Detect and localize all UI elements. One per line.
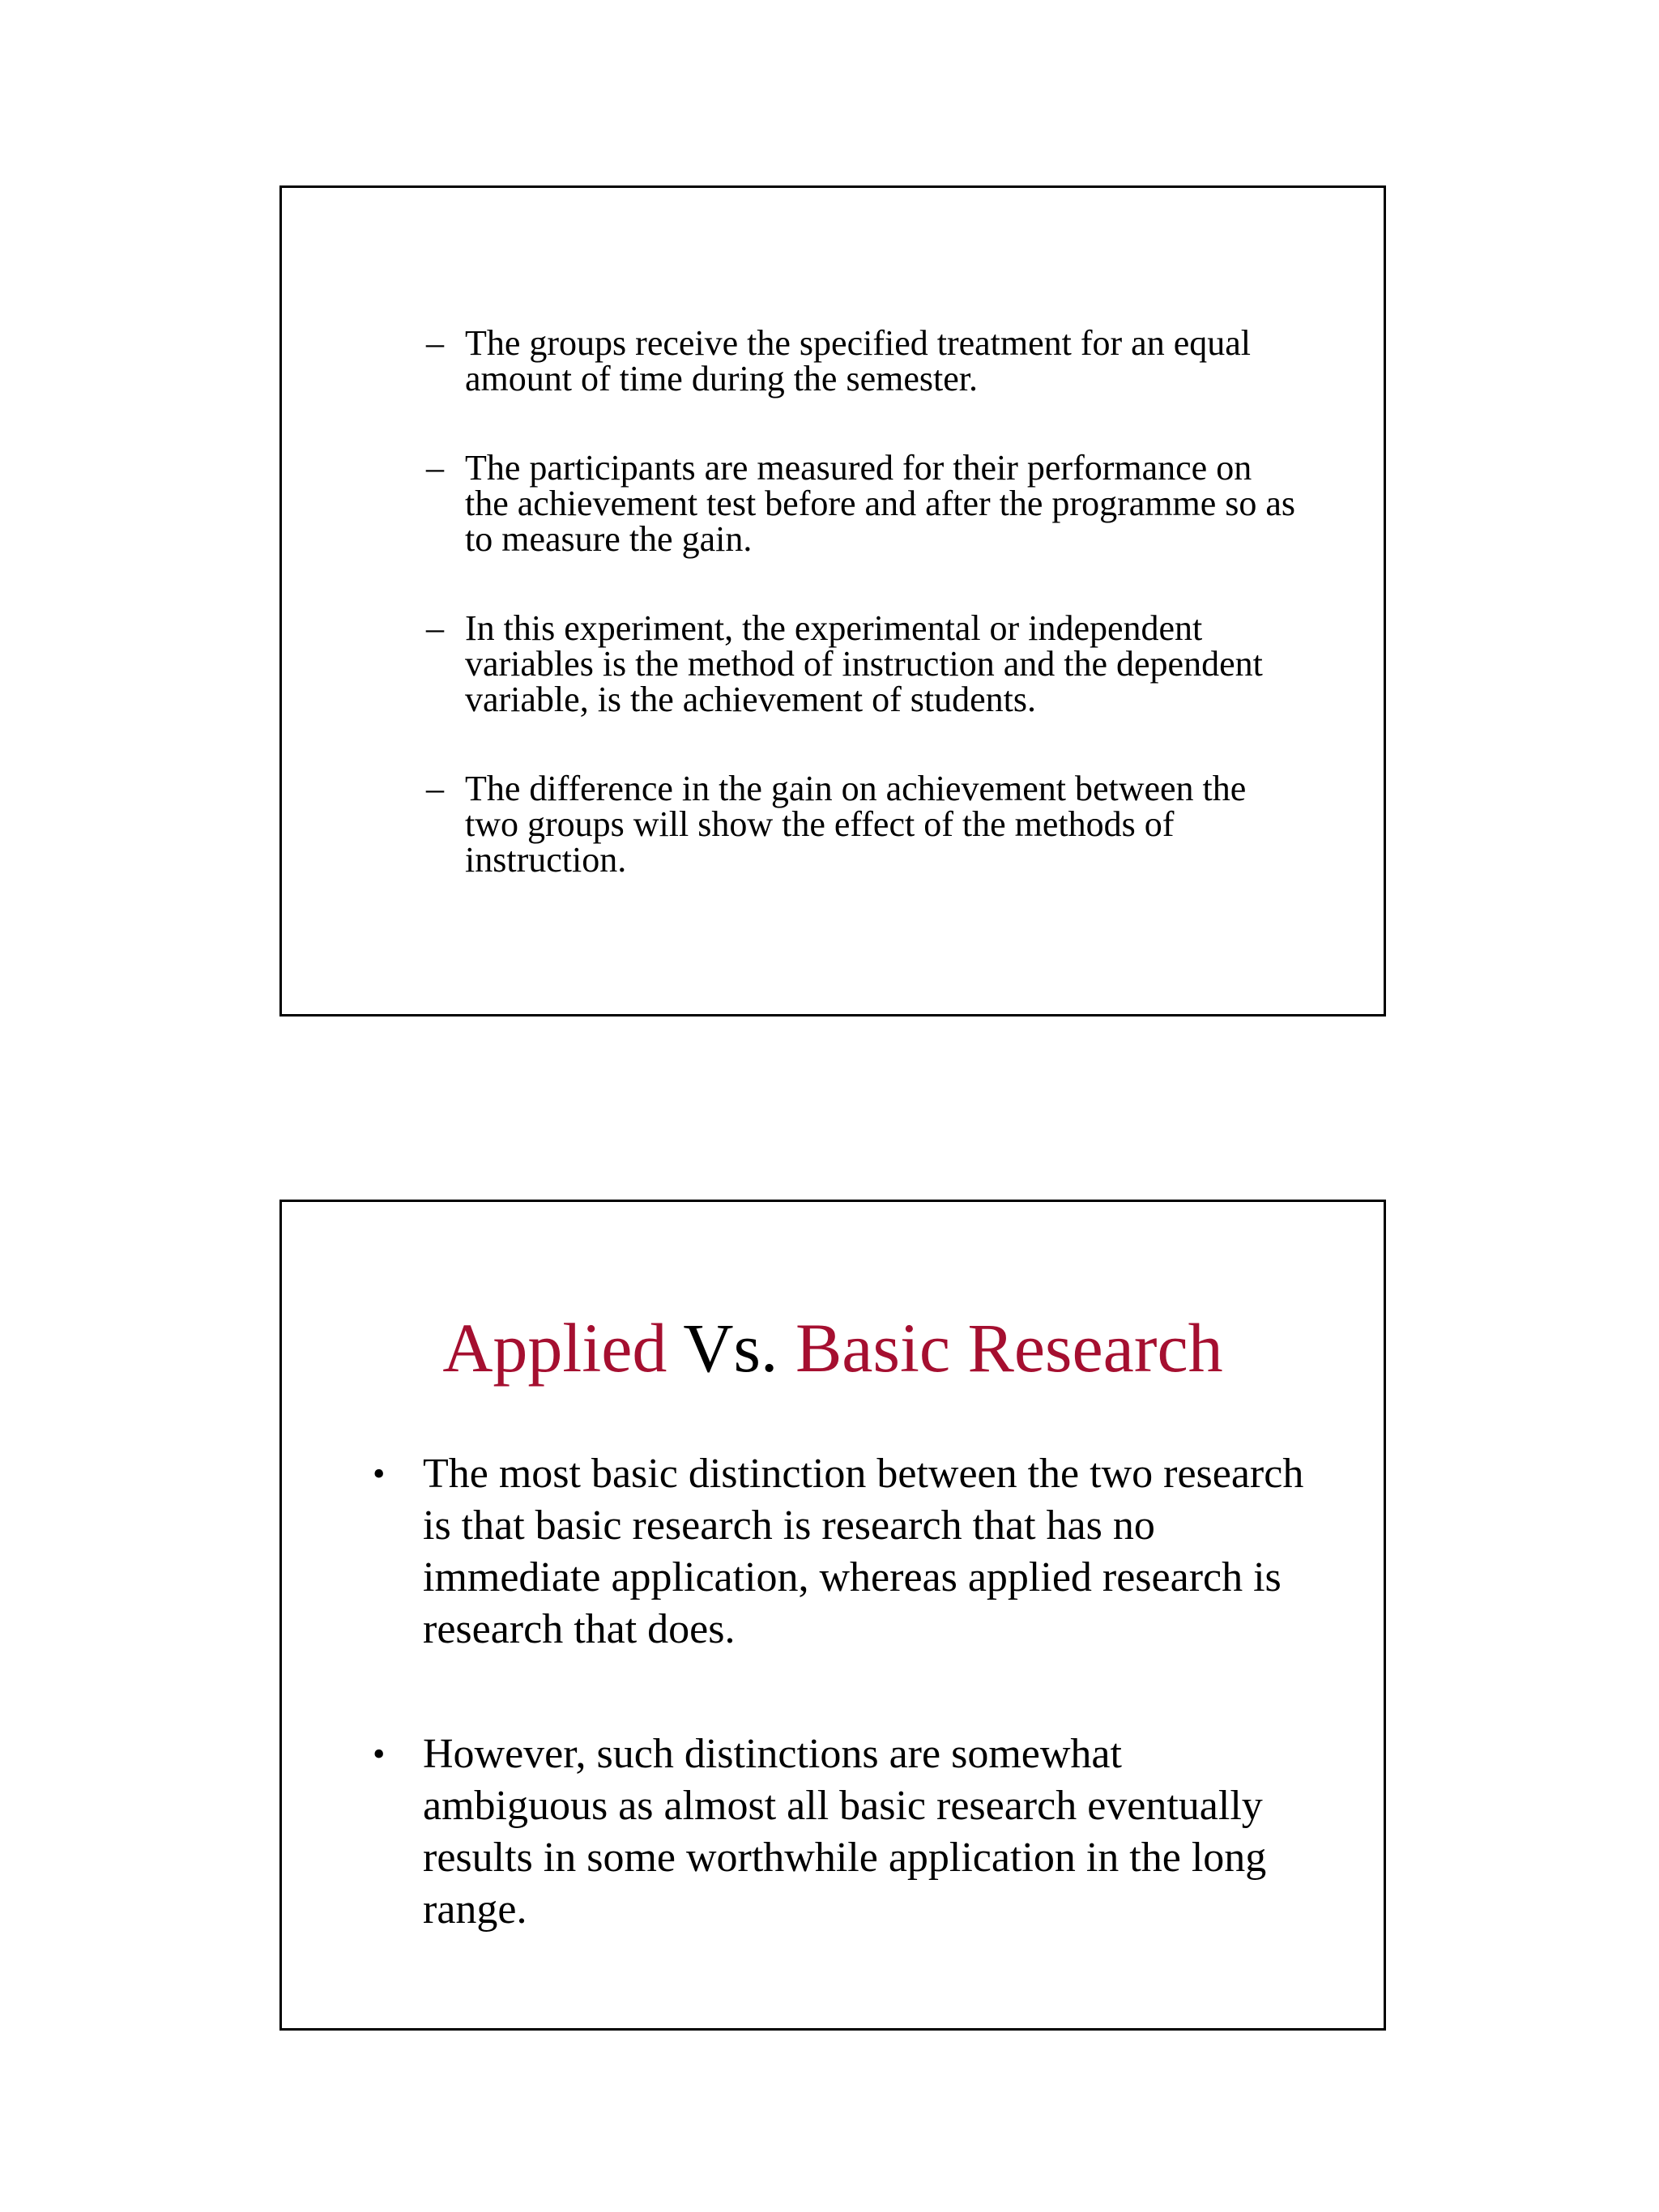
list-item [426, 450, 1301, 557]
dash-marker: – [426, 608, 444, 648]
slide-1 [279, 185, 1386, 1016]
list-item-text: The groups receive the specified treatment for an equal amount of time during the semester. [465, 323, 1251, 399]
dash-marker: – [426, 323, 444, 363]
bullet-list [373, 1448, 1312, 2009]
list-item [373, 1728, 1312, 1936]
list-item-text: However, such distinctions are somewhat ambiguous as almost all basic research eventually results in some worthwhile application in the long range. [423, 1731, 1267, 1933]
list-item [373, 1448, 1312, 1656]
bullet-marker: • [373, 1454, 386, 1494]
dash-list [426, 323, 1301, 931]
slide-title [282, 1307, 1384, 1388]
list-item-text: The participants are measured for their performance on the achievement test before and after the programme so as to measure the gain. [465, 448, 1295, 559]
dash-marker: – [426, 769, 444, 808]
list-item [426, 771, 1301, 878]
list-item-text: The most basic distinction between the two research is that basic research is research that has no immediate application, whereas applied research is research that does. [423, 1451, 1304, 1652]
title-part-basic-research: Basic Research [795, 1309, 1223, 1387]
dash-marker: – [426, 448, 444, 488]
title-part-vs: Vs. [667, 1309, 795, 1387]
list-item-text: The difference in the gain on achievement between the two groups will show the effect of the methods of instruction. [465, 769, 1247, 880]
slide-2 [279, 1200, 1386, 2031]
title-part-applied: Applied [442, 1309, 667, 1387]
bullet-marker: • [373, 1734, 386, 1774]
list-item-text: In this experiment, the experimental or independent variables is the method of instruction and the dependent variable, is the achievement of students. [465, 608, 1263, 719]
list-item [426, 608, 1301, 719]
list-item [426, 323, 1301, 399]
